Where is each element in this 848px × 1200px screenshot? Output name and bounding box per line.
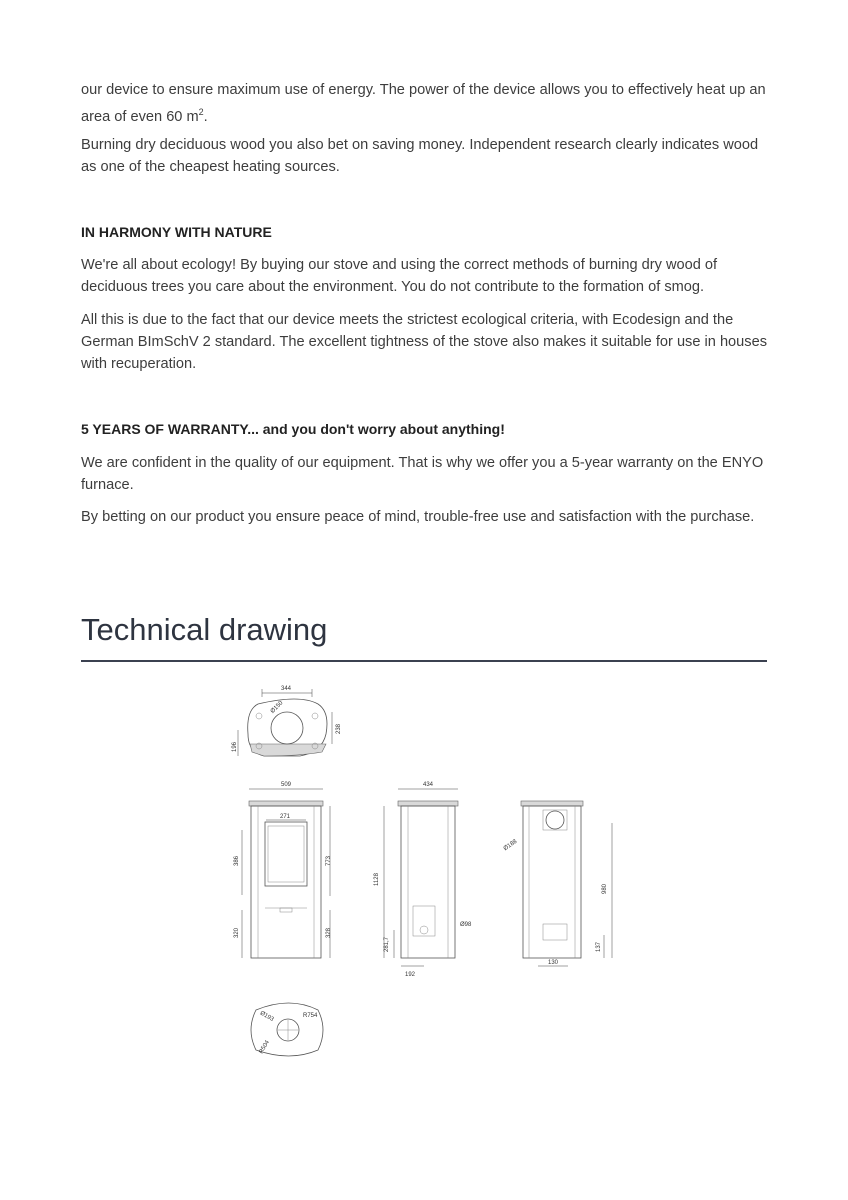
dim-back-offset: 130 — [548, 960, 559, 966]
dim-back-height: 980 — [602, 883, 608, 894]
dim-front-width: 509 — [281, 782, 292, 788]
base-plate — [251, 1003, 323, 1056]
front-view — [234, 782, 332, 958]
paragraph-quality: We are confident in the quality of our equipment. That is why we offer you a 5-year warranty on the ENYO furnace. — [81, 455, 764, 493]
dim-front-door: 271 — [280, 814, 291, 820]
top-view — [232, 686, 342, 756]
paragraph-criteria: All this is due to the fact that our device meets the strictest ecological criteria, with Ecodesign and the German BImSchV 2 standard. The excellent tightness of the stove also makes it suitable for use in houses with recuperation. — [81, 312, 767, 372]
dim-side-width: 434 — [423, 782, 434, 788]
dim-front-upper: 386 — [234, 855, 240, 866]
dim-top-depth: 238 — [336, 723, 342, 734]
dim-back-low: 137 — [596, 941, 602, 952]
dim-top-flue: Ø150 — [269, 700, 285, 715]
back-view — [503, 801, 612, 966]
paragraph-ecology: We're all about ecology! By buying our stove and using the correct methods of burning dry wood of deciduous trees you care about the environment. You do not contribute to the formation of smog. — [81, 257, 718, 295]
dim-front-lower: 320 — [234, 927, 240, 938]
title-divider — [81, 660, 767, 662]
paragraph-saving: Burning dry deciduous wood you also bet on saving money. Independent research clearly indicates wood as one of the cheapest heating sources. — [81, 137, 759, 175]
dim-base-d1: Ø193 — [258, 1010, 275, 1023]
dim-front-base: 328 — [326, 927, 332, 938]
paragraph-energy: our device to ensure maximum use of energy. The power of the device allows you to effectively heat up an area of even 60 $m^2$. — [81, 82, 766, 125]
dim-base-r: R754 — [303, 1013, 318, 1019]
dim-top-width: 344 — [281, 686, 292, 692]
side-view — [374, 782, 472, 978]
dim-top-side: 196 — [232, 741, 238, 752]
dim-side-height: 1128 — [374, 873, 380, 886]
dim-side-low: 281,7 — [384, 936, 390, 952]
heading-nature: IN HARMONY WITH NATURE — [81, 224, 272, 240]
dim-base-d2: R504 — [258, 1039, 271, 1055]
dim-side-inlet: Ø98 — [460, 922, 472, 928]
heading-warranty: 5 YEARS OF WARRANTY... and you don't worry about anything! — [81, 421, 505, 437]
dim-front-height: 773 — [326, 855, 332, 866]
dim-side-offset: 192 — [405, 972, 416, 978]
section-title: Technical drawing — [81, 612, 328, 647]
paragraph-peace: By betting on our product you ensure peace of mind, trouble-free use and satisfaction with the purchase. — [81, 509, 755, 525]
dim-back-flue: Ø188 — [502, 838, 519, 853]
